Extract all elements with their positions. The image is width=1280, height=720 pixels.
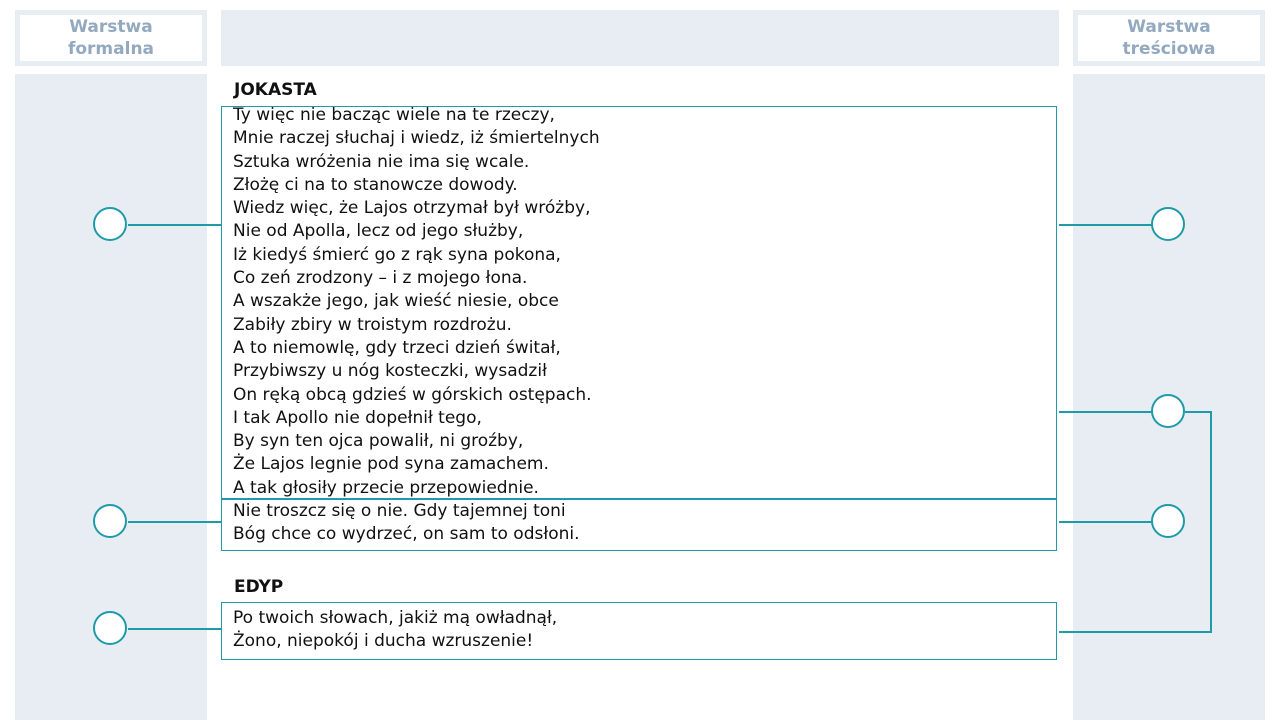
content-layer-label: Warstwa treściowa bbox=[1122, 17, 1216, 59]
formal-layer-label: Warstwa formalna bbox=[67, 17, 155, 59]
verse-line: Ty więc nie bacząc wiele na te rzeczy, bbox=[233, 105, 555, 125]
connector-right-2b bbox=[1185, 411, 1212, 413]
connector-left-3 bbox=[128, 628, 221, 630]
verse-line: Po twoich słowach, jakiż mą owładnął, bbox=[233, 608, 558, 628]
drop-target-formal-2[interactable] bbox=[93, 504, 127, 538]
drop-target-content-1[interactable] bbox=[1151, 207, 1185, 241]
connector-right-edyp bbox=[1059, 631, 1212, 633]
speaker-jokasta: JOKASTA bbox=[234, 80, 317, 100]
formal-layer-header bbox=[15, 10, 207, 66]
connector-right-3 bbox=[1059, 521, 1154, 523]
drop-target-formal-1[interactable] bbox=[93, 207, 127, 241]
verse-line: Żono, niepokój i ducha wzruszenie! bbox=[233, 631, 534, 652]
verse-line: Wiedz więc, że Lajos otrzymał był wróżby, bbox=[233, 198, 591, 219]
connector-left-1 bbox=[128, 224, 221, 226]
connector-right-bracket bbox=[1210, 411, 1212, 633]
verse-line: Że Lajos legnie pod syna zamachem. bbox=[233, 454, 549, 475]
verse-line: Złożę ci na to stanowcze dowody. bbox=[233, 174, 518, 195]
verse-line: A tak głosiły przecie przepowiednie. bbox=[233, 477, 539, 498]
drop-target-content-2[interactable] bbox=[1151, 394, 1185, 428]
drop-target-content-3[interactable] bbox=[1151, 504, 1185, 538]
connector-left-2 bbox=[128, 521, 221, 523]
verse-line: Nie od Apolla, lecz od jego służby, bbox=[233, 221, 524, 242]
verse-line: By syn ten ojca powalił, ni groźby, bbox=[233, 431, 524, 452]
connector-right-1 bbox=[1059, 224, 1154, 226]
verse-line: Zabiły zbiry w troistym rozdrożu. bbox=[233, 314, 512, 335]
text-header-bar bbox=[221, 10, 1059, 66]
content-layer-header bbox=[1073, 10, 1265, 66]
verse-line: Sztuka wróżenia nie ima się wcale. bbox=[233, 151, 530, 172]
verse-line: Co zeń zrodzony – i z mojego łona. bbox=[233, 268, 528, 289]
verse-line: Bóg chce co wydrzeć, on sam to odsłoni. bbox=[233, 524, 580, 545]
verse-line: I tak Apollo nie dopełnił tego, bbox=[233, 407, 482, 428]
verse-line: A to niemowlę, gdy trzeci dzień świtał, bbox=[233, 337, 561, 358]
connector-right-2a bbox=[1059, 411, 1154, 413]
speaker-edyp: EDYP bbox=[234, 577, 284, 597]
verse-line: A wszakże jego, jak wieść niesie, obce bbox=[233, 291, 559, 312]
verse-line: Mnie raczej słuchaj i wiedz, iż śmiertelnych bbox=[233, 128, 600, 149]
verse-line: Przybiwszy u nóg kosteczki, wysadził bbox=[233, 361, 547, 382]
drop-target-formal-3[interactable] bbox=[93, 611, 127, 645]
verse-line: Nie troszcz się o nie. Gdy tajemnej toni bbox=[233, 501, 566, 521]
passage-lines-edyp-1 bbox=[233, 607, 557, 654]
verse-line: On ręką obcą gdzieś w górskich ostępach. bbox=[233, 384, 592, 405]
verse-line: Iż kiedyś śmierć go z rąk syna pokona, bbox=[233, 244, 561, 265]
passage-lines-jokasta-2 bbox=[233, 500, 580, 547]
passage-lines-jokasta-1 bbox=[233, 104, 600, 500]
